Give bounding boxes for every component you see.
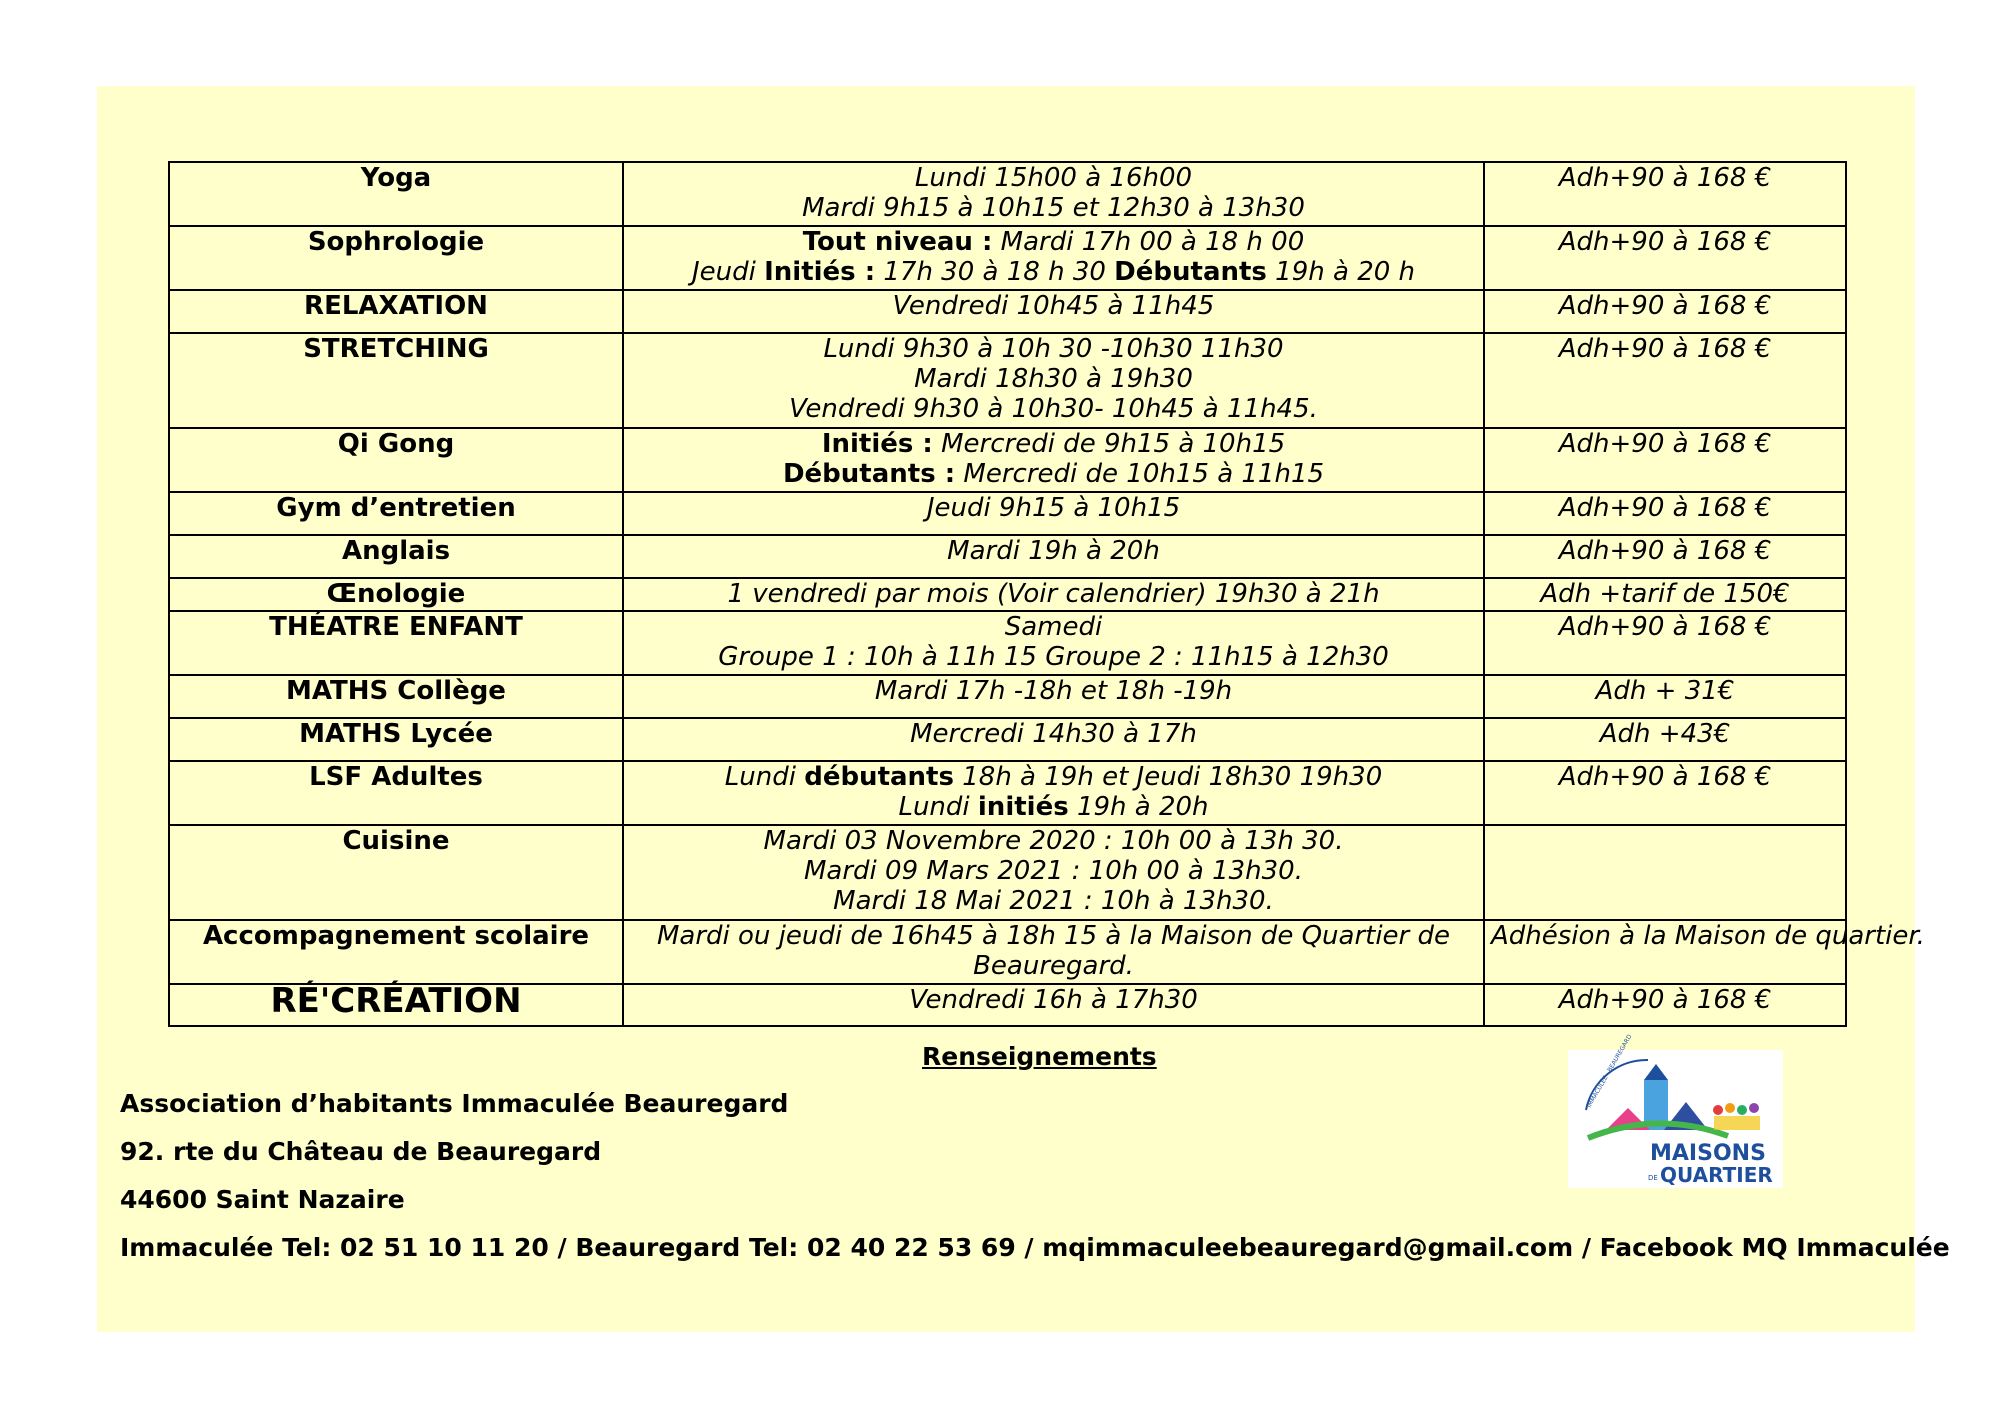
table-row [169, 718, 1846, 761]
price-cell: Adh +tarif de 150€ [1484, 578, 1846, 611]
price-cell: Adh+90 à 168 € [1484, 226, 1846, 290]
association-name: Association d’habitants Immaculée Beauregard [120, 1089, 789, 1118]
table-row [169, 578, 1846, 611]
schedule-cell [623, 226, 1484, 290]
schedule-cell [623, 333, 1484, 428]
schedule-line: Mardi 09 Mars 2021 : 10h 00 à 13h30. [803, 856, 1303, 886]
price-cell: Adh+90 à 168 € [1484, 984, 1846, 1026]
table-row [169, 825, 1846, 920]
schedule-text: 19h à 20 h [1266, 257, 1416, 287]
table-row [169, 611, 1846, 675]
logo-person-icon [1713, 1105, 1723, 1115]
schedule-line: Mardi 9h15 à 10h15 et 12h30 à 13h30 [802, 193, 1305, 223]
logo-person-icon [1725, 1103, 1735, 1113]
schedule-cell [623, 984, 1484, 1026]
price-cell: Adh+90 à 168 € [1484, 492, 1846, 535]
maisons-quartier-logo [1568, 1033, 1783, 1188]
schedule-text: 19h à 20h [1068, 792, 1209, 822]
schedule-line: Jeudi 9h15 à 10h15 [926, 493, 1181, 523]
table-row [169, 761, 1846, 825]
schedule-line: Vendredi 10h45 à 11h45 [892, 291, 1215, 321]
schedule-cell [623, 290, 1484, 333]
info-title: Renseignements [922, 1042, 1157, 1071]
schedule-line: Mardi 18 Mai 2021 : 10h à 13h30. [833, 886, 1274, 916]
logo-person-icon [1749, 1103, 1759, 1113]
logo-wave [1588, 1123, 1728, 1138]
price-cell: Adh+90 à 168 € [1484, 611, 1846, 675]
logo-text-maisons: MAISONS [1650, 1141, 1766, 1166]
schedule-line: Lundi 9h30 à 10h 30 -10h30 11h30 [823, 334, 1284, 364]
activity-cell: Cuisine [169, 825, 623, 920]
schedule-text: 18h à 19h et Jeudi 18h30 19h30 [953, 762, 1383, 792]
table-row [169, 290, 1846, 333]
activity-cell: Accompagnement scolaire [169, 920, 623, 984]
table-row [169, 535, 1846, 578]
level-label: initiés [977, 792, 1069, 822]
logo-text-de: DE [1648, 1174, 1658, 1182]
activity-cell: STRETCHING [169, 333, 623, 428]
schedule-line [630, 792, 1477, 822]
schedule-line [630, 429, 1477, 459]
schedule-cell [623, 492, 1484, 535]
price-cell: Adh+90 à 168 € [1484, 535, 1846, 578]
schedule-line [630, 227, 1477, 257]
schedule-cell [623, 718, 1484, 761]
schedule-cell [623, 578, 1484, 611]
schedule-line: Mardi 18h30 à 19h30 [914, 364, 1193, 394]
level-label: débutants [804, 762, 954, 792]
schedule-text: Lundi [898, 792, 978, 822]
activity-cell: MATHS Lycée [169, 718, 623, 761]
schedule-cell [623, 535, 1484, 578]
city-line: 44600 Saint Nazaire [120, 1185, 405, 1214]
schedule-line: Groupe 1 : 10h à 11h 15 Groupe 2 : 11h15 à 12h30 [718, 642, 1389, 672]
activity-cell: RELAXATION [169, 290, 623, 333]
price-cell: Adh+90 à 168 € [1484, 333, 1846, 428]
schedule-table [168, 161, 1925, 1027]
logo-person-icon [1737, 1105, 1747, 1115]
table-row [169, 675, 1846, 718]
table-row [169, 226, 1846, 290]
price-cell: Adh+90 à 168 € [1484, 428, 1846, 492]
contact-line: Immaculée Tel: 02 51 10 11 20 / Beauregard Tel: 02 40 22 53 69 / mqimmaculeebeauregard@gmail.com / Facebook MQ Immaculée [120, 1233, 1950, 1262]
schedule-line: Samedi [1004, 612, 1103, 642]
schedule-line: Mardi 17h -18h et 18h -19h [874, 676, 1233, 706]
logo-people-band [1714, 1116, 1760, 1130]
schedule-line [630, 762, 1477, 792]
schedule-cell [623, 428, 1484, 492]
table-row [169, 333, 1846, 428]
schedule-line [630, 257, 1477, 287]
price-cell: Adh + 31€ [1484, 675, 1846, 718]
activity-cell: Gym d’entretien [169, 492, 623, 535]
activity-cell: RÉ'CRÉATION [169, 984, 623, 1026]
schedule-text: Mercredi de 9h15 à 10h15 [932, 429, 1286, 459]
schedule-line: Vendredi 9h30 à 10h30- 10h45 à 11h45. [789, 394, 1318, 424]
schedule-text: Mercredi de 10h15 à 11h15 [955, 459, 1325, 489]
activity-cell: Anglais [169, 535, 623, 578]
price-cell: Adh +43€ [1484, 718, 1846, 761]
schedule-line: 1 vendredi par mois (Voir calendrier) 19h30 à 21h [727, 579, 1380, 609]
schedule-line: Vendredi 16h à 17h30 [909, 985, 1198, 1015]
table-row [169, 920, 1846, 984]
schedule-cell [623, 920, 1484, 984]
schedule-cell [623, 675, 1484, 718]
schedule-text: Mardi 17h 00 à 18 h 00 [992, 227, 1305, 257]
level-label: Initiés : [764, 257, 876, 287]
activity-cell: Sophrologie [169, 226, 623, 290]
schedule-line: Mardi 19h à 20h [947, 536, 1160, 566]
schedule-line: Mardi 03 Novembre 2020 : 10h 00 à 13h 30. [763, 826, 1344, 856]
schedule-line: Mercredi 14h30 à 17h [910, 719, 1197, 749]
schedule-cell [623, 761, 1484, 825]
level-label: Débutants [1114, 257, 1267, 287]
schedule-cell [623, 825, 1484, 920]
logo-top-text: IMMACULÉE · BEAUREGARD [1585, 1033, 1634, 1109]
level-label: Débutants : [782, 459, 956, 489]
activity-cell: Yoga [169, 162, 623, 226]
price-cell: Adhésion à la Maison de quartier. [1484, 920, 1846, 984]
table-row [169, 428, 1846, 492]
schedule-line: Lundi 15h00 à 16h00 [914, 163, 1193, 193]
table-row [169, 162, 1846, 226]
price-cell: Adh+90 à 168 € [1484, 761, 1846, 825]
activity-cell: Œnologie [169, 578, 623, 611]
address-line: 92. rte du Château de Beauregard [120, 1137, 602, 1166]
activity-cell: THÉATRE ENFANT [169, 611, 623, 675]
logo-text-quartier: QUARTIER [1660, 1163, 1773, 1187]
activity-cell: Qi Gong [169, 428, 623, 492]
price-cell [1484, 825, 1846, 920]
schedule-text: 17h 30 à 18 h 30 [875, 257, 1115, 287]
schedule-text: Jeudi [691, 257, 765, 287]
activity-cell: LSF Adultes [169, 761, 623, 825]
schedule-text: Lundi [724, 762, 805, 792]
level-label: Initiés : [821, 429, 933, 459]
schedule-line: Beauregard. [973, 951, 1134, 981]
schedule-line: Mardi ou jeudi de 16h45 à 18h 15 à la Maison de Quartier de [656, 921, 1451, 951]
table-row [169, 492, 1846, 535]
price-cell: Adh+90 à 168 € [1484, 162, 1846, 226]
schedule-cell [623, 611, 1484, 675]
schedule-line [630, 459, 1477, 489]
activity-cell: MATHS Collège [169, 675, 623, 718]
price-cell: Adh+90 à 168 € [1484, 290, 1846, 333]
level-label: Tout niveau : [802, 227, 993, 257]
logo-roof-icon [1644, 1064, 1668, 1080]
schedule-cell [623, 162, 1484, 226]
logo-graphic [1568, 1033, 1783, 1188]
table-row [169, 984, 1846, 1026]
